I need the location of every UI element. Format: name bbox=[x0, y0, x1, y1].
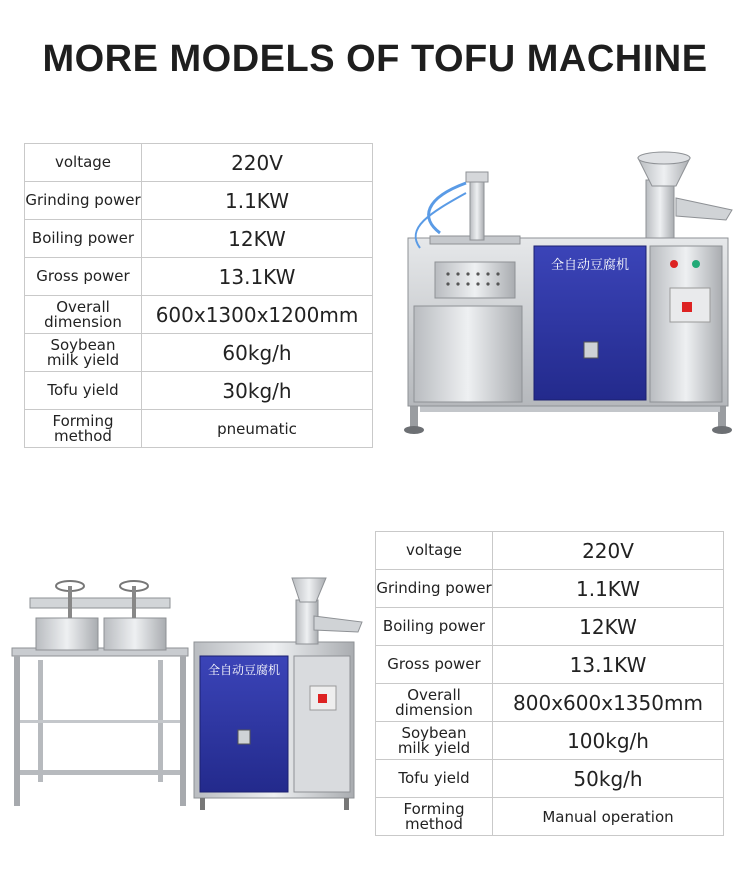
spec-label: Tofu yield bbox=[25, 372, 142, 410]
table-row bbox=[376, 532, 724, 570]
spec-label-line: dimension bbox=[395, 700, 473, 719]
spec-value: 30kg/h bbox=[142, 372, 373, 410]
spec-value: Manual operation bbox=[493, 798, 724, 836]
spec-table-model-1 bbox=[24, 143, 373, 448]
table-row bbox=[376, 646, 724, 684]
spec-label-line: Overall bbox=[407, 685, 461, 704]
spec-label-line: milk yield bbox=[46, 350, 120, 369]
table-row bbox=[25, 372, 373, 410]
table-row bbox=[25, 144, 373, 182]
spec-value: 50kg/h bbox=[493, 760, 724, 798]
spec-label bbox=[376, 684, 493, 722]
spec-value: 1.1KW bbox=[493, 570, 724, 608]
spec-label-line: Soybean bbox=[50, 335, 116, 354]
spec-value: pneumatic bbox=[142, 410, 373, 448]
panel-label: 全自动豆腐机 bbox=[550, 258, 630, 273]
table-row bbox=[25, 410, 373, 448]
spec-value: 220V bbox=[493, 532, 724, 570]
table-row bbox=[25, 220, 373, 258]
spec-label: Gross power bbox=[376, 646, 493, 684]
spec-label bbox=[376, 798, 493, 836]
spec-value: 12KW bbox=[493, 608, 724, 646]
spec-label-line: Soybean bbox=[401, 723, 467, 742]
table-row bbox=[376, 684, 724, 722]
spec-label bbox=[25, 296, 142, 334]
spec-label: Boiling power bbox=[376, 608, 493, 646]
spec-label: voltage bbox=[25, 144, 142, 182]
spec-label: Gross power bbox=[25, 258, 142, 296]
spec-label-line: dimension bbox=[44, 312, 122, 331]
tofu-machine-pneumatic-image bbox=[400, 138, 745, 448]
spec-value: 12KW bbox=[142, 220, 373, 258]
spec-label-line: milk yield bbox=[397, 738, 471, 757]
table-row bbox=[25, 182, 373, 220]
spec-value: 13.1KW bbox=[142, 258, 373, 296]
spec-value: 220V bbox=[142, 144, 373, 182]
table-row bbox=[376, 798, 724, 836]
table-row bbox=[376, 760, 724, 798]
spec-label: Boiling power bbox=[25, 220, 142, 258]
spec-label-line: Forming bbox=[52, 411, 114, 430]
spec-table-model-2 bbox=[375, 531, 724, 836]
spec-value: 600x1300x1200mm bbox=[142, 296, 373, 334]
spec-value: 13.1KW bbox=[493, 646, 724, 684]
page-title: MORE MODELS OF TOFU MACHINE bbox=[42, 38, 708, 80]
spec-label-line: Overall bbox=[56, 297, 110, 316]
spec-label-line: Forming bbox=[403, 799, 465, 818]
spec-label-line: method bbox=[54, 426, 112, 445]
tofu-machine-manual-image bbox=[8, 570, 368, 815]
spec-value: 800x600x1350mm bbox=[493, 684, 724, 722]
table-row bbox=[25, 258, 373, 296]
spec-label: Tofu yield bbox=[376, 760, 493, 798]
spec-label-line: method bbox=[405, 814, 463, 833]
table-row bbox=[376, 608, 724, 646]
spec-label: Grinding power bbox=[25, 182, 142, 220]
spec-label: Grinding power bbox=[376, 570, 493, 608]
spec-label bbox=[376, 722, 493, 760]
table-row bbox=[376, 722, 724, 760]
table-row bbox=[25, 334, 373, 372]
spec-value: 100kg/h bbox=[493, 722, 724, 760]
spec-label bbox=[25, 334, 142, 372]
spec-label bbox=[25, 410, 142, 448]
panel-label: 全自动豆腐机 bbox=[207, 663, 281, 677]
spec-value: 60kg/h bbox=[142, 334, 373, 372]
spec-label: voltage bbox=[376, 532, 493, 570]
table-row bbox=[376, 570, 724, 608]
table-row bbox=[25, 296, 373, 334]
spec-value: 1.1KW bbox=[142, 182, 373, 220]
